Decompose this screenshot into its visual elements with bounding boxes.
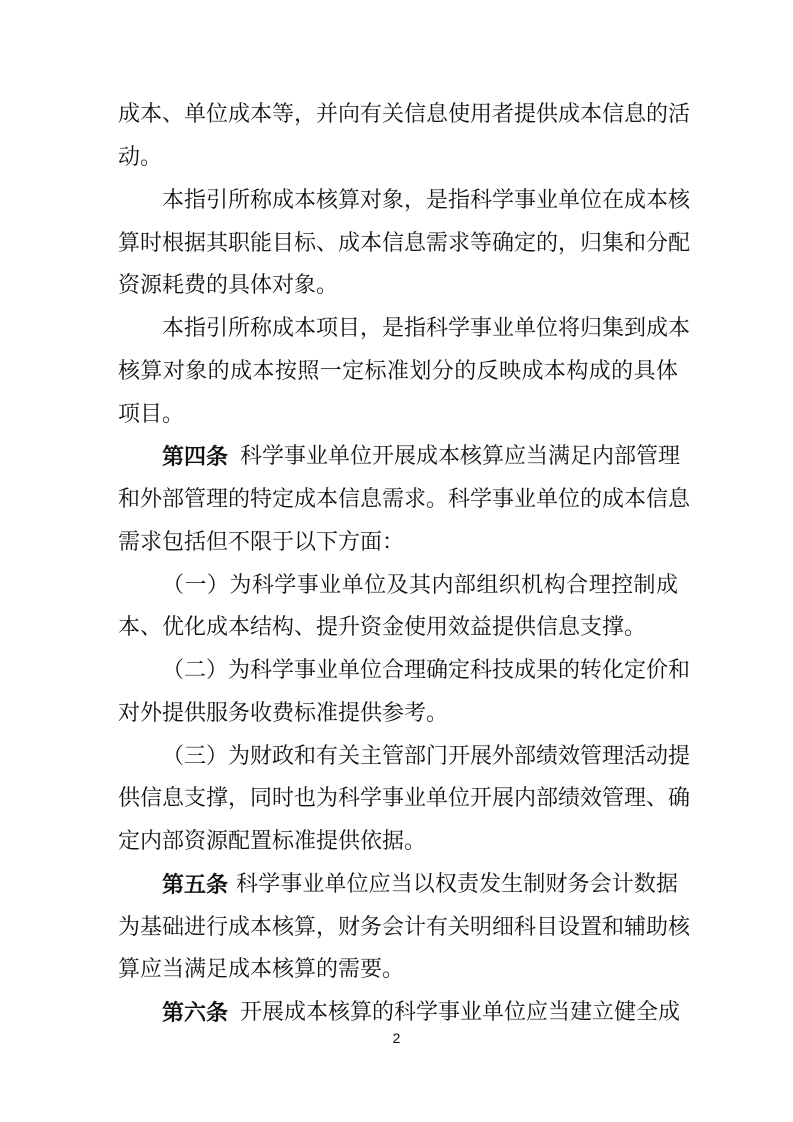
text-line: 本、优化成本结构、提升资金使用效益提供信息支撑。: [118, 615, 647, 640]
text-line: （一）为科学事业单位及其内部组织机构合理控制成: [162, 573, 678, 598]
page-number: 2: [392, 1030, 401, 1046]
text-line: 本指引所称成本核算对象，是指科学事业单位在成本核: [162, 188, 691, 213]
text-line: 算时根据其职能目标、成本信息需求等确定的，归集和分配: [118, 231, 691, 256]
article-heading: 第六条: [162, 1000, 229, 1026]
article-heading: 第四条: [162, 444, 229, 470]
text-line: 资源耗费的具体对象。: [118, 273, 339, 298]
text-line: 对外提供服务收费标准提供参考。: [118, 701, 449, 726]
text-line: 科学事业单位开展成本核算应当满足内部管理: [240, 444, 681, 469]
text-line: 算应当满足成本核算的需要。: [118, 957, 405, 982]
text-line: 本指引所称成本项目，是指科学事业单位将归集到成本: [162, 316, 691, 341]
text-line: 项目。: [118, 402, 185, 427]
text-line: 开展成本核算的科学事业单位应当建立健全成: [240, 1000, 681, 1025]
article-heading: 第五条: [162, 872, 229, 898]
text-line: （三）为财政和有关主管部门开展外部绩效管理活动提: [162, 744, 691, 769]
text-line: 为基础进行成本核算，财务会计有关明细科目设置和辅助核: [118, 915, 691, 940]
text-line: 供信息支撑，同时也为科学事业单位开展内部绩效管理、确: [118, 786, 691, 811]
text-line: 动。: [118, 145, 163, 170]
text-line: 成本、单位成本等，并向有关信息使用者提供成本信息的活: [118, 102, 691, 127]
text-line: 科学事业单位应当以权责发生制财务会计数据: [236, 872, 678, 897]
text-line: 和外部管理的特定成本信息需求。科学事业单位的成本信息: [118, 487, 691, 512]
text-line: 核算对象的成本按照一定标准划分的反映成本构成的具体: [118, 359, 678, 384]
text-line: 定内部资源配置标准提供依据。: [118, 829, 427, 854]
text-line: （二）为科学事业单位合理确定科技成果的转化定价和: [162, 658, 691, 683]
text-line: 需求包括但不限于以下方面：: [118, 530, 405, 555]
